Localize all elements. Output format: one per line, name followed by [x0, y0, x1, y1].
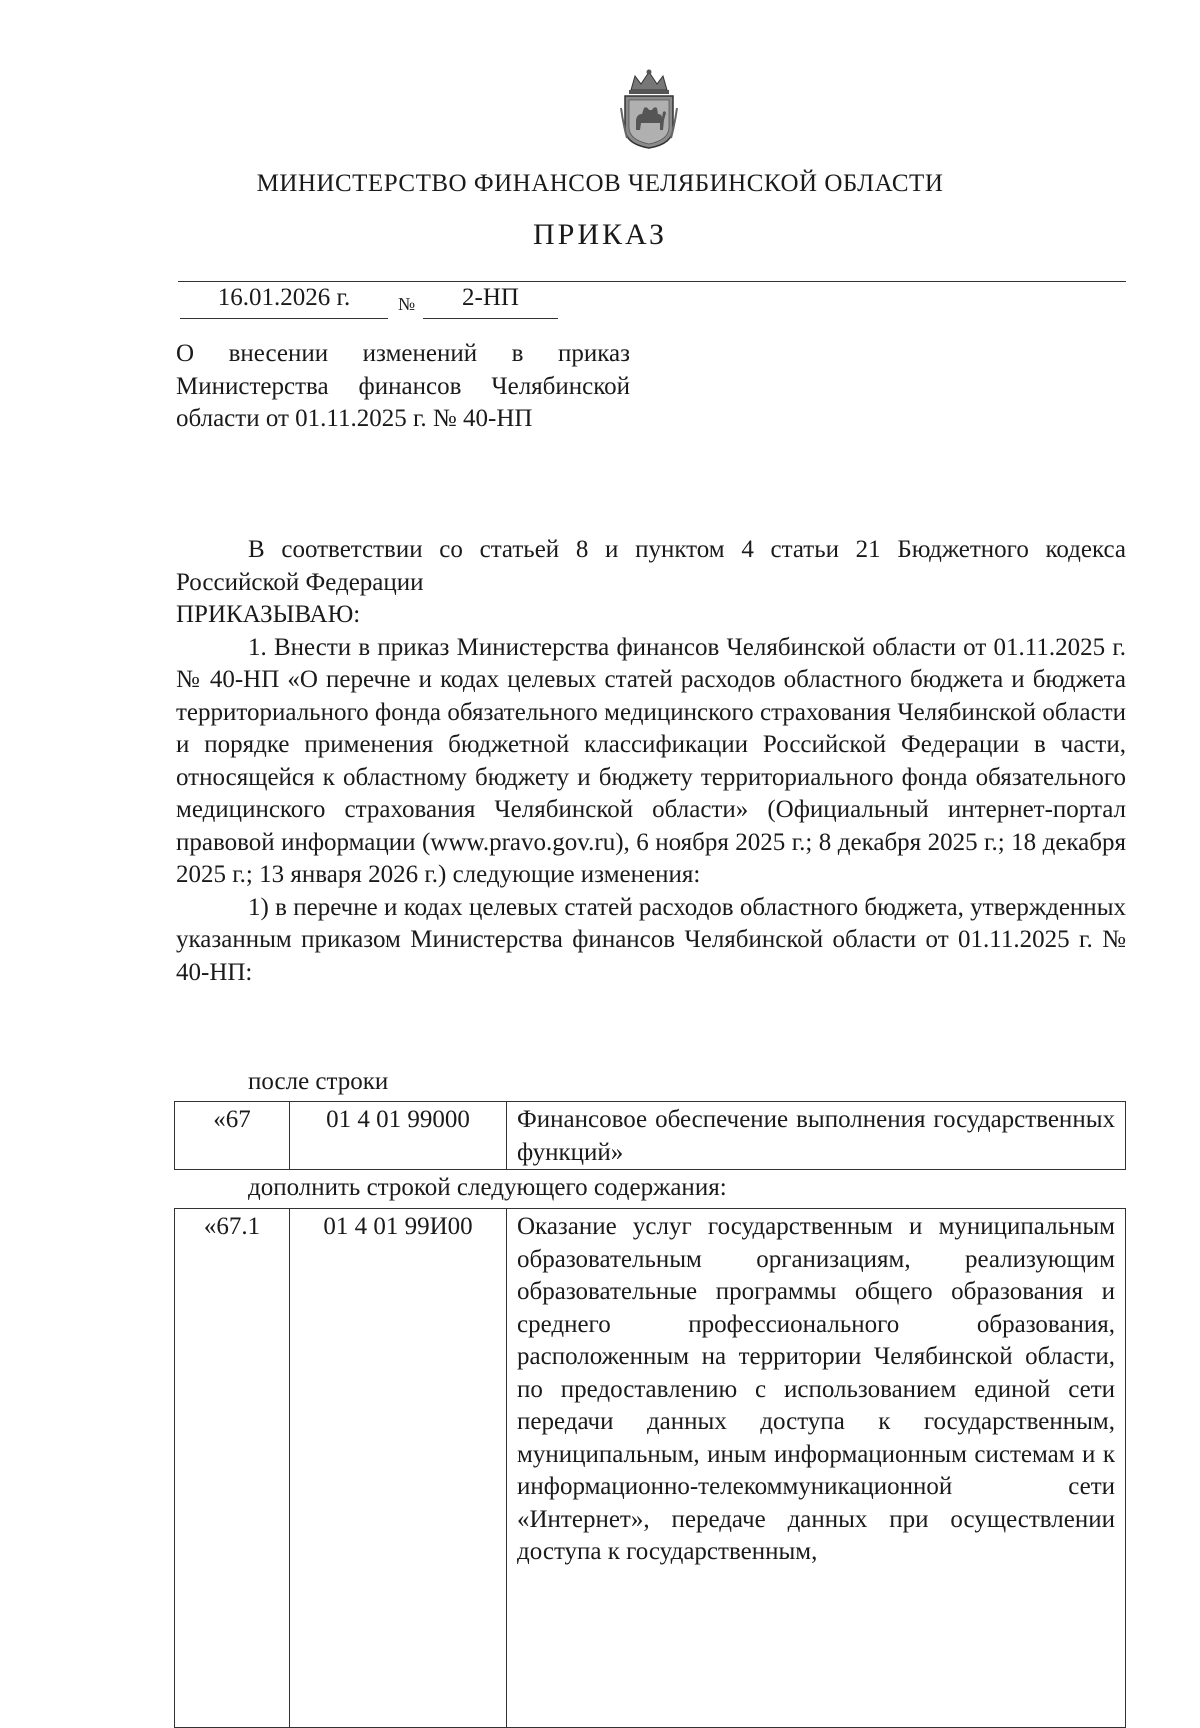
- header-divider: [178, 281, 1126, 282]
- row-code: 01 4 01 99000: [290, 1102, 507, 1170]
- ministry-name: МИНИСТЕРСТВО ФИНАНСОВ ЧЕЛЯБИНСКОЙ ОБЛАСТИ: [256, 170, 944, 197]
- order-number: 2-НП: [423, 284, 558, 319]
- row-number: «67: [175, 1102, 290, 1170]
- new-row-table: [174, 1208, 1126, 1728]
- table1-caption: после строки: [248, 1068, 389, 1095]
- order-number-sign: №: [398, 294, 416, 314]
- order-subject: О внесении изменений в приказ Министерства финансов Челябинской области от 01.11.2025 г. № 40-НП: [176, 340, 630, 432]
- table-row: [175, 1102, 1126, 1170]
- row-name: Оказание услуг государственным и муниципальным образовательным организациям, реализующим образовательные программы общего образования и среднего профессионального образования, расположенным на территории Челябинской области, по предоставлению с использованием единой сети передачи данных доступа к государственным, муниципальным, иным информационным системам и к информационно-телекоммуникационной сети «Интернет», передаче данных при осуществлении доступа к государственным,: [507, 1209, 1126, 1728]
- row-code: 01 4 01 99И00: [290, 1209, 507, 1728]
- table-row: [175, 1209, 1126, 1728]
- document-body: [176, 534, 1126, 989]
- order-word: ПРИКАЗЫВАЮ:: [176, 601, 361, 628]
- document-title: ПРИКАЗ: [533, 218, 667, 251]
- row-name: Финансовое обеспечение выполнения государственных функций»: [507, 1102, 1126, 1170]
- order-date: 16.01.2026 г.: [180, 284, 388, 319]
- existing-row-table: [174, 1101, 1126, 1170]
- subitem-1-paragraph: 1) в перечне и кодах целевых статей расходов областного бюджета, утвержденных указанным приказом Министерства финансов Челябинской области от 01.11.2025 г. № 40-НП:: [176, 893, 1126, 986]
- table2-caption: дополнить строкой следующего содержания:: [248, 1174, 727, 1201]
- item-1-paragraph: 1. Внести в приказ Министерства финансов Челябинской области от 01.11.2025 г. № 40-НП «О перечне и кодах целевых статей расходов областного бюджета и бюджета территориального фонда обязательного медицинского страхования Челябинской области и порядке применения бюджетной классификации Российской Федерации в части, относящейся к областному бюджету и бюджету территориального фонда обязательного медицинского страхования Челябинской области» (Официальный интернет-портал правовой информации (www.pravo.gov.ru), 6 ноября 2025 г.; 8 декабря 2025 г.; 18 декабря 2025 г.; 13 января 2026 г.) следующие изменения:: [176, 633, 1126, 888]
- row-number: «67.1: [175, 1209, 290, 1728]
- coat-of-arms-icon: [619, 68, 679, 150]
- preamble-paragraph: В соответствии со статьей 8 и пунктом 4 статьи 21 Бюджетного кодекса Российской Федерации: [176, 536, 1126, 596]
